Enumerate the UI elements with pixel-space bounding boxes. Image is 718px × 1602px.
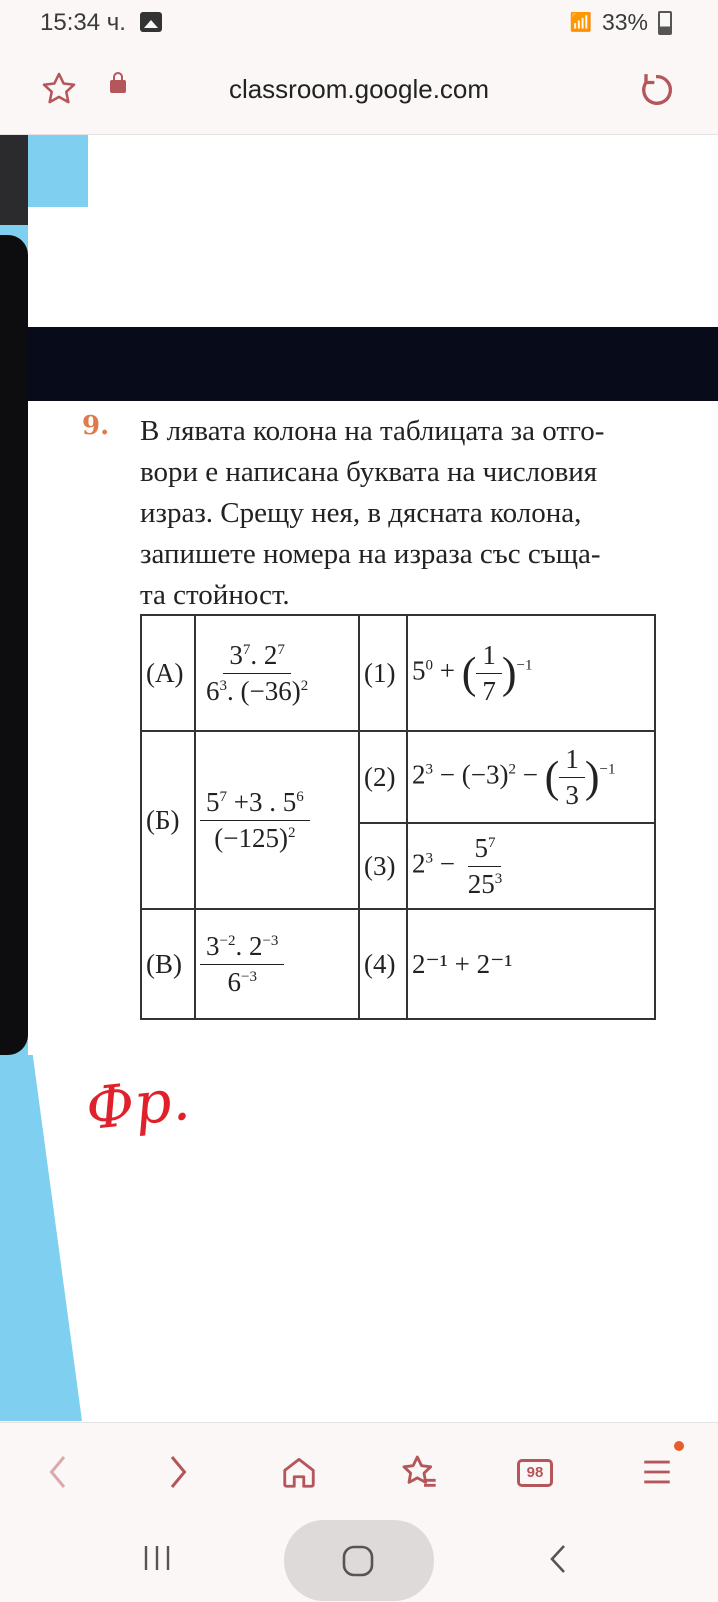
expression-3: $2^3$ − $\frac{5^7}{25^3}$ [407,823,655,909]
wifi-icon: 📶 [569,12,592,32]
menu-icon[interactable] [632,1449,682,1495]
navy-band [28,327,718,401]
bookmarks-icon[interactable] [394,1449,444,1495]
expression-v: $\frac{3^{-2}. 2^{-3}}{6^{-3}}$ [195,909,359,1019]
problem-text [140,411,670,616]
reload-icon[interactable] [636,70,676,114]
browser-url-bar [0,46,718,135]
forward-icon[interactable] [152,1449,202,1495]
tabs-button[interactable]: 98 [517,1459,553,1487]
home-pill[interactable] [284,1520,434,1601]
recents-icon[interactable] [142,1540,172,1580]
back-icon[interactable] [34,1449,84,1495]
status-time: 15:34 ч. [40,9,126,36]
table-row [141,731,655,823]
expression-2: $2^3 - (-3)^2$ − ( $\frac{1}{3}$ )$^{-1}$ [407,731,655,823]
problem-number: 9. [82,411,110,441]
expression-a: $\frac{3^7. 2^7}{6^3. (-36)^2}$ [195,615,359,731]
url-text[interactable]: classroom.google.com [228,74,490,104]
battery-text: 33% [601,9,648,35]
top-decor-blue [28,135,88,207]
label-v: (В) [141,909,195,1019]
num-3: (3) [359,823,407,909]
system-nav-bar [0,1520,718,1601]
label-b: (Б) [141,731,195,909]
status-bar [0,0,718,46]
num-4: (4) [359,909,407,1019]
answer-table [140,614,656,1020]
num-2: (2) [359,731,407,823]
problem-line: та стойност. [140,579,290,611]
problem-line: вори е написана буквата на числовия [140,456,598,488]
problem-line: запишете номера на израза със съща- [140,538,601,570]
handwritten-annotation: Фр. [82,1064,193,1144]
expression-b: $\frac{5^7 +3 . 5^6}{(-125)^2}$ [195,731,359,909]
gallery-notification-icon [140,12,162,32]
system-back-icon[interactable] [546,1540,572,1582]
expression-1: $5^0$ + ( $\frac{1}{7}$ )$^{-1}$ [407,615,655,731]
left-decor-black [0,235,28,1055]
home-icon[interactable] [274,1449,324,1495]
label-a: (А) [141,615,195,731]
problem-line: В лявата колона на таблицата за отго- [140,415,605,447]
status-right [570,9,672,36]
num-1: (1) [359,615,407,731]
notification-dot [674,1441,684,1451]
table-row [141,615,655,731]
left-decor-dark [0,135,28,225]
problem-line: израз. Срещу нея, в дясната колона, [140,497,582,529]
table-row [141,909,655,1019]
battery-icon [658,11,672,35]
expression-4: 2⁻¹ + 2⁻¹ [407,909,655,1019]
